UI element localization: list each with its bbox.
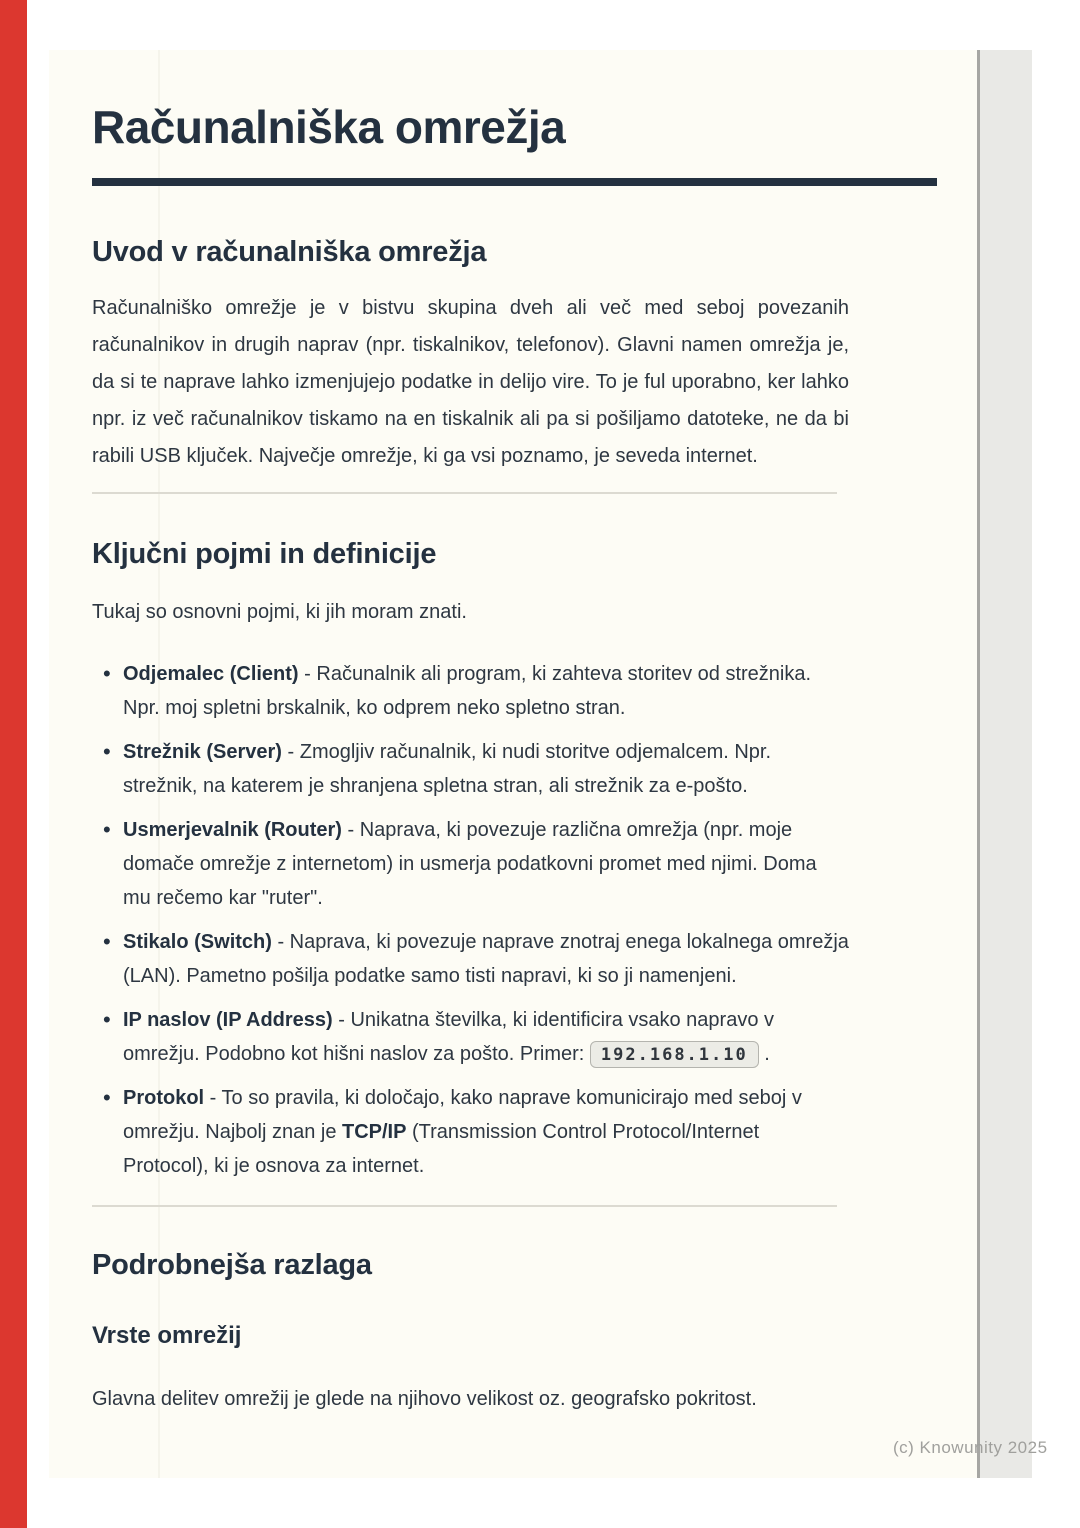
term-definition-tail: . [758, 1043, 770, 1066]
section-heading-podrobnejsa: Podrobnejša razlaga [92, 1249, 372, 1282]
section-divider [92, 1205, 837, 1207]
document-content [49, 50, 977, 1418]
closing-paragraph: Glavna delitev omrežij je glede na njihovo velikost oz. geografsko pokritost. [92, 1388, 757, 1411]
intro-paragraph: Računalniško omrežje je v bistvu skupina dveh ali več med seboj povezanih računalnikov in drugih naprav (npr. tiskalnikov, telefonov). Glavni namen omrežja je, da si te naprave lahko izmenjujejo podatke in delijo vire. To je ful uporabno, ker lahko npr. iz več računalnikov tiskamo na en tiskalnik ali pa si pošiljamo datoteke, ne da bi rabili USB ključek. Največje omrežje, ki ga vsi poznamo, je seveda internet. [92, 297, 849, 468]
section-divider [92, 492, 837, 494]
tcpip-bold-text: TCP/IP [342, 1121, 407, 1144]
term-label: Protokol [123, 1087, 205, 1110]
left-accent-bar [0, 0, 27, 1528]
key-terms-lead: Tukaj so osnovni pojmi, ki jih moram znati. [92, 601, 467, 624]
definition-list [92, 657, 849, 1183]
definition-item-stikalo [92, 925, 849, 993]
definition-item-protokol [92, 1081, 849, 1183]
scrollbar-track[interactable] [977, 50, 1032, 1478]
term-definition: - To so pravila, ki določajo, kako naprave komunicirajo med seboj v omrežju. Najbolj znan je [123, 1087, 802, 1144]
section-heading-kljucni-pojmi: Ključni pojmi in definicije [92, 538, 437, 571]
copyright-watermark: (c) Knowunity 2025 [893, 1438, 1048, 1457]
term-definition: - Unikatna številka, ki identificira vsako napravo v omrežju. Podobno kot hišni naslov za pošto. Primer: [123, 1009, 775, 1066]
term-definition: - Naprava, ki povezuje naprave znotraj enega lokalnega omrežja (LAN). Pametno pošilja podatke samo tisti napravi, ki so ji namenjeni. [123, 931, 849, 988]
term-definition: - Naprava, ki povezuje različna omrežja (npr. moje domače omrežje z internetom) in usmerja podatkovni promet med njimi. Doma mu rečemo kar "ruter". [123, 819, 817, 910]
term-label: Odjemalec (Client) [123, 663, 299, 686]
document-title: Računalniška omrežja [92, 101, 566, 153]
definition-item-odjemalec [92, 657, 849, 725]
term-definition: - Računalnik ali program, ki zahteva storitev od strežnika. Npr. moj spletni brskalnik, ko odprem neko spletno stran. [123, 663, 812, 720]
term-label: IP naslov (IP Address) [123, 1009, 333, 1032]
definition-item-streznik [92, 735, 849, 803]
title-underline-rule [92, 178, 937, 186]
section-heading-uvod: Uvod v računalniška omrežja [92, 236, 487, 269]
term-label: Stikalo (Switch) [123, 931, 272, 954]
term-definition: - Zmogljiv računalnik, ki nudi storitve odjemalcem. Npr. strežnik, na katerem je shranjena spletna stran, ali strežnik za e-pošto. [123, 741, 772, 798]
definition-item-ip-naslov [92, 1003, 849, 1071]
term-definition-tail: (Transmission Control Protocol/Internet Protocol), ki je osnova za internet. [123, 1121, 760, 1178]
term-label: Strežnik (Server) [123, 741, 282, 764]
subsection-heading-vrste-omrezij: Vrste omrežij [92, 1322, 242, 1350]
ip-address-code-chip: 192.168.1.10 [590, 1041, 759, 1068]
document-page [49, 50, 977, 1478]
term-label: Usmerjevalnik (Router) [123, 819, 342, 842]
definition-item-usmerjevalnik [92, 813, 849, 915]
